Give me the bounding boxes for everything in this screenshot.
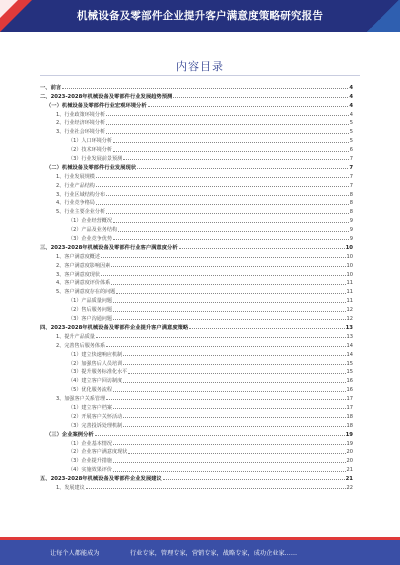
toc-entry-page-number: 8	[349, 209, 353, 216]
toc-entry-page-number: 9	[349, 218, 353, 225]
footer-tagline: 行业专家，管理专家，营销专家，战略专家，成功企业家……	[130, 550, 298, 557]
toc-entry[interactable]	[40, 206, 353, 215]
toc-entry-page-number: 7	[349, 164, 353, 171]
toc-entry-label: 五、2023-2028年机械设备及零部件企业发展建议	[40, 476, 162, 483]
toc-leader-dots	[113, 151, 349, 152]
toc-entry-label: （三）企业案例分析	[46, 431, 94, 438]
toc-entry-page-number: 9	[349, 236, 353, 243]
toc-leader-dots	[123, 417, 345, 418]
toc-entry-label: 3、行业区域结构分布	[56, 191, 106, 198]
toc-entry[interactable]	[40, 118, 353, 127]
toc-entry-label: （2）产品及业务结构	[68, 227, 118, 234]
toc-entry[interactable]	[40, 91, 353, 100]
report-title: 机械设备及零部件企业提升客户满意度策略研究报告	[76, 10, 324, 22]
toc-entry-page-number: 18	[346, 422, 353, 429]
toc-entry-page-number: 22	[346, 484, 353, 491]
toc-leader-dots	[128, 373, 345, 374]
toc-leader-dots	[96, 177, 349, 178]
footer-accent-stripe	[0, 537, 400, 540]
toc-entry-page-number: 16	[346, 378, 353, 385]
toc-leader-dots	[123, 355, 345, 356]
footer-brand-text: 让每个人都能成为	[50, 550, 100, 557]
toc-entry-page-number: 19	[346, 440, 353, 447]
toc-entry[interactable]	[40, 455, 353, 464]
toc-entry-label: 5、行业主要企业分析	[56, 209, 106, 216]
toc-entry-page-number: 15	[346, 369, 353, 376]
toc-heading: 内容目录	[176, 60, 224, 73]
toc-entry[interactable]	[40, 251, 353, 260]
toc-entry-label: （1）企业基本情况	[68, 440, 112, 447]
toc-entry-page-number: 17	[346, 404, 353, 411]
toc-entry-label: （1）建立快速响应机制	[68, 351, 123, 358]
toc-entry-label: 2、行业产品结构	[56, 182, 95, 189]
toc-entry-label: （1）企业经营概况	[68, 218, 112, 225]
toc-entry-label: 2、客户满意度影响因素	[56, 262, 111, 269]
toc-entry-page-number: 18	[346, 413, 353, 420]
toc-entry-label: （3）企业提升措施	[68, 458, 112, 465]
toc-leader-dots	[101, 275, 346, 276]
toc-entry[interactable]	[40, 420, 353, 429]
toc-leader-dots	[113, 408, 346, 409]
toc-entry-page-number: 4	[349, 93, 353, 100]
toc-entry-label: （3）提升服务标准化水平	[68, 369, 128, 376]
toc-entry[interactable]	[40, 224, 353, 233]
toc-leader-dots	[128, 453, 345, 454]
toc-entry[interactable]	[40, 162, 353, 171]
toc-entry[interactable]	[40, 189, 353, 198]
toc-leader-dots	[106, 124, 349, 125]
toc-entry[interactable]	[40, 295, 353, 304]
toc-entry-label: （3）行业发展前景预测	[68, 156, 123, 163]
toc-entry-page-number: 12	[346, 316, 353, 323]
toc-leader-dots	[113, 471, 346, 472]
toc-entry-page-number: 14	[346, 342, 353, 349]
toc-entry[interactable]	[40, 331, 353, 340]
toc-entry[interactable]	[40, 171, 353, 180]
toc-entry[interactable]	[40, 126, 353, 135]
toc-entry-label: （2）技术环境分析	[68, 147, 112, 154]
toc-leader-dots	[113, 222, 349, 223]
toc-entry[interactable]	[40, 438, 353, 447]
toc-entry[interactable]	[40, 482, 353, 491]
toc-entry-label: （1）产品质量问题	[68, 298, 112, 305]
toc-leader-dots	[113, 391, 346, 392]
toc-leader-dots	[106, 133, 349, 134]
toc-entry[interactable]	[40, 429, 353, 438]
toc-entry-label: 1、行业政策环境分析	[56, 111, 106, 118]
toc-entry-label: （一）机械设备及零部件行业宏观环境分析	[46, 102, 147, 109]
toc-entry-page-number: 11	[346, 280, 353, 287]
toc-leader-dots	[118, 231, 349, 232]
toc-entry-page-number: 5	[349, 129, 353, 136]
toc-leader-dots	[106, 399, 345, 400]
toc-entry[interactable]	[40, 393, 353, 402]
toc-entry[interactable]	[40, 144, 353, 153]
toc-entry-label: 1、行业发展规模	[56, 173, 95, 180]
toc-entry-page-number: 19	[345, 431, 353, 438]
toc-entry[interactable]	[40, 233, 353, 242]
toc-entry-label: 2、完善售后服务体系	[56, 342, 106, 349]
toc-entry-label: 1、发展建议	[56, 484, 85, 491]
toc-leader-dots	[106, 195, 349, 196]
toc-leader-dots	[113, 239, 349, 240]
toc-entry-label: （2）企业客户满意度现状	[68, 449, 128, 456]
toc-entry-page-number: 10	[346, 271, 353, 278]
toc-entry-page-number: 15	[346, 360, 353, 367]
report-header-banner	[0, 0, 400, 32]
toc-leader-dots	[113, 142, 349, 143]
toc-entry-page-number: 10	[346, 262, 353, 269]
toc-entry-page-number: 8	[349, 191, 353, 198]
toc-entry-label: 1、客户满意度概述	[56, 253, 100, 260]
toc-leader-dots	[113, 311, 346, 312]
toc-entry-page-number: 8	[349, 200, 353, 207]
toc-entry-page-number: 17	[346, 396, 353, 403]
toc-leader-dots	[111, 266, 345, 267]
toc-leader-dots	[189, 328, 344, 329]
toc-entry[interactable]	[40, 473, 353, 482]
toc-entry-label: 二、2023-2028年机械设备及零部件行业发展趋势预测	[40, 93, 173, 100]
toc-entry[interactable]	[40, 135, 353, 144]
toc-entry-page-number: 4	[349, 102, 353, 109]
toc-leader-dots	[116, 293, 345, 294]
toc-leader-dots	[148, 106, 349, 107]
toc-entry[interactable]	[40, 82, 353, 91]
toc-entry[interactable]	[40, 358, 353, 367]
toc-entry-page-number: 20	[346, 449, 353, 456]
table-of-contents	[40, 82, 353, 502]
toc-leader-dots	[113, 444, 346, 445]
toc-leader-dots	[96, 186, 349, 187]
toc-entry-label: 5、客户满意度存在的问题	[56, 289, 116, 296]
toc-entry-page-number: 13	[345, 324, 353, 331]
toc-entry-label: （2）加强售后人员培训	[68, 360, 123, 367]
toc-entry-page-number: 21	[346, 467, 353, 474]
toc-entry-label: 三、2023-2028年机械设备及零部件行业客户满意度分析	[40, 244, 178, 251]
toc-entry[interactable]	[40, 384, 353, 393]
toc-entry-label: 2、行业经济环境分析	[56, 120, 106, 127]
toc-entry-page-number: 7	[349, 156, 353, 163]
toc-leader-dots	[106, 213, 349, 214]
toc-leader-dots	[123, 382, 345, 383]
toc-entry[interactable]	[40, 269, 353, 278]
toc-entry[interactable]	[40, 260, 353, 269]
toc-entry-page-number: 10	[345, 244, 353, 251]
toc-leader-dots	[62, 88, 348, 89]
toc-entry-page-number: 13	[346, 333, 353, 340]
toc-entry[interactable]	[40, 464, 353, 473]
toc-entry-page-number: 12	[346, 307, 353, 314]
toc-leader-dots	[106, 115, 349, 116]
toc-entry[interactable]	[40, 198, 353, 207]
toc-entry-label: 四、2023-2028年机械设备及零部件企业提升客户满意度策略	[40, 324, 189, 331]
toc-entry-label: （4）建立客户回访制度	[68, 378, 123, 385]
toc-leader-dots	[86, 488, 346, 489]
toc-leader-dots	[163, 479, 345, 480]
toc-entry[interactable]	[40, 180, 353, 189]
toc-entry-label: （5）优化服务流程	[68, 387, 112, 394]
toc-entry-page-number: 9	[349, 227, 353, 234]
toc-entry[interactable]	[40, 153, 353, 162]
toc-leader-dots	[123, 159, 349, 160]
toc-entry-label: （2）开展客户关怀活动	[68, 413, 123, 420]
toc-entry[interactable]	[40, 447, 353, 456]
toc-entry[interactable]	[40, 278, 353, 287]
toc-entry-label: （1）建立客户档案	[68, 404, 112, 411]
toc-entry[interactable]	[40, 286, 353, 295]
toc-leader-dots	[173, 97, 348, 98]
toc-entry-page-number: 11	[346, 289, 353, 296]
toc-entry[interactable]	[40, 367, 353, 376]
toc-entry-page-number: 16	[346, 387, 353, 394]
toc-entry[interactable]	[40, 349, 353, 358]
toc-leader-dots	[113, 319, 346, 320]
toc-entry-label: 3、加强客户关系管理	[56, 396, 106, 403]
toc-entry-page-number: 21	[345, 476, 353, 483]
toc-entry-label: （二）机械设备及零部件行业发展现状	[46, 164, 137, 171]
toc-entry[interactable]	[40, 109, 353, 118]
toc-leader-dots	[96, 204, 349, 205]
toc-leader-dots	[123, 364, 345, 365]
toc-entry-label: （1）人口环境分析	[68, 138, 112, 145]
toc-entry-page-number: 20	[346, 458, 353, 465]
toc-divider	[40, 75, 360, 76]
toc-leader-dots	[123, 426, 345, 427]
toc-leader-dots	[96, 337, 346, 338]
toc-entry-page-number: 7	[349, 173, 353, 180]
toc-entry-label: 3、客户满意度现状	[56, 271, 100, 278]
toc-entry[interactable]	[40, 100, 353, 109]
toc-entry-page-number: 4	[349, 84, 353, 91]
toc-entry-page-number: 6	[349, 147, 353, 154]
toc-leader-dots	[106, 346, 345, 347]
toc-entry-label: 3、行业社会环境分析	[56, 129, 106, 136]
toc-leader-dots	[101, 257, 346, 258]
toc-entry-label: （4）实施效果评价	[68, 467, 112, 474]
toc-leader-dots	[137, 168, 348, 169]
toc-entry[interactable]	[40, 242, 353, 251]
toc-entry-page-number: 5	[349, 120, 353, 127]
toc-entry-label: （2）售后服务问题	[68, 307, 112, 314]
toc-entry-page-number: 10	[346, 253, 353, 260]
toc-entry[interactable]	[40, 375, 353, 384]
toc-entry[interactable]	[40, 304, 353, 313]
toc-entry-label: （3）企业竞争优势	[68, 236, 112, 243]
toc-leader-dots	[95, 435, 345, 436]
toc-entry[interactable]	[40, 313, 353, 322]
toc-entry-label: 1、提升产品质量	[56, 333, 95, 340]
toc-entry-label: 4、行业竞争格局	[56, 200, 95, 207]
toc-entry-page-number: 7	[349, 182, 353, 189]
toc-entry-page-number: 5	[349, 138, 353, 145]
toc-leader-dots	[111, 284, 345, 285]
toc-entry[interactable]	[40, 402, 353, 411]
toc-leader-dots	[179, 248, 345, 249]
toc-entry-page-number: 14	[346, 351, 353, 358]
toc-leader-dots	[113, 462, 346, 463]
toc-entry-label: 一、前言	[40, 84, 62, 91]
toc-entry-label: （3）完善投诉处理机制	[68, 422, 123, 429]
toc-entry-page-number: 4	[349, 111, 353, 118]
page-footer	[0, 537, 400, 565]
toc-entry[interactable]	[40, 322, 353, 331]
toc-entry-page-number: 11	[346, 298, 353, 305]
toc-entry[interactable]	[40, 340, 353, 349]
toc-entry[interactable]	[40, 411, 353, 420]
toc-entry[interactable]	[40, 215, 353, 224]
toc-entry-label: （3）客户沟通问题	[68, 316, 112, 323]
toc-leader-dots	[113, 302, 346, 303]
toc-entry-label: 4、客户满意度评价体系	[56, 280, 111, 287]
